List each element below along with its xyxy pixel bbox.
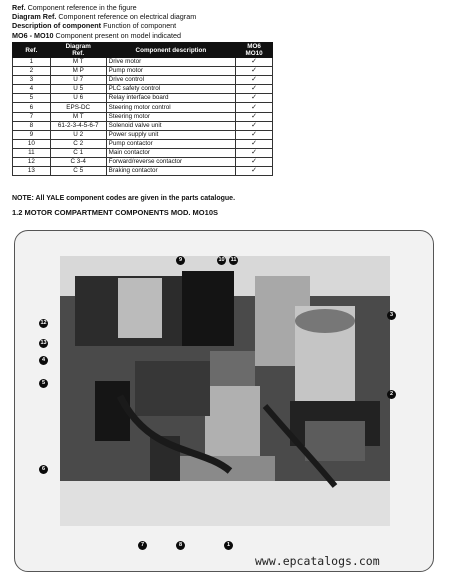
legend-diagram-ref: Diagram Ref. Component reference on electrical diagram [12, 12, 197, 22]
row-ref: 4 [13, 85, 51, 94]
callout-6: 6 [39, 465, 48, 474]
callout-5: 5 [39, 379, 48, 388]
callout-12: 12 [40, 320, 47, 326]
row-model-check: ✓ [236, 76, 273, 85]
callout-7: 7 [138, 541, 147, 550]
header-models: MO6 MO10 [236, 43, 273, 58]
row-description: PLC safety control [106, 85, 236, 94]
callout-10: 10 [218, 257, 225, 263]
row-ref: 1 [13, 58, 51, 67]
row-ref: 10 [13, 139, 51, 148]
row-model-check: ✓ [236, 103, 273, 112]
callout-11: 11 [230, 257, 237, 263]
table-row [13, 130, 273, 139]
row-model-check: ✓ [236, 112, 273, 121]
row-ref: 6 [13, 103, 51, 112]
row-description: Main contactor [106, 148, 236, 157]
table-row [13, 103, 273, 112]
row-description: Pump motor [106, 67, 236, 76]
row-diagram-ref: EPS-DC [50, 103, 106, 112]
callout-3: 3 [387, 311, 396, 320]
row-description: Drive control [106, 76, 236, 85]
table-row [13, 112, 273, 121]
row-ref: 7 [13, 112, 51, 121]
table-row [13, 76, 273, 85]
header-description: Component description [106, 43, 236, 58]
row-description: Drive motor [106, 58, 236, 67]
row-ref: 2 [13, 67, 51, 76]
row-diagram-ref: C 1 [50, 148, 106, 157]
row-ref: 8 [13, 121, 51, 130]
row-diagram-ref: C 2 [50, 139, 106, 148]
row-model-check: ✓ [236, 67, 273, 76]
watermark: www.epcatalogs.com [255, 554, 380, 568]
row-ref: 5 [13, 94, 51, 103]
legend-models: MO6 - MO10 Component present on model indicated [12, 30, 182, 40]
legend [12, 3, 196, 40]
callout-8: 8 [176, 541, 185, 550]
table-row [13, 158, 273, 167]
row-diagram-ref: M T [50, 58, 106, 67]
callout-9: 9 [176, 256, 185, 265]
row-diagram-ref: U 7 [50, 76, 106, 85]
table-row [13, 85, 273, 94]
legend-description: Description of component Function of component [12, 21, 177, 31]
row-model-check: ✓ [236, 94, 273, 103]
row-ref: 11 [13, 148, 51, 157]
table-row [13, 94, 273, 103]
row-description: Steering motor [106, 112, 236, 121]
table-row [13, 167, 273, 176]
row-description: Solenoid valve unit [106, 121, 236, 130]
row-ref: 3 [13, 76, 51, 85]
row-description: Steering motor control [106, 103, 236, 112]
row-model-check: ✓ [236, 58, 273, 67]
row-model-check: ✓ [236, 148, 273, 157]
row-diagram-ref: C 3-4 [50, 158, 106, 167]
row-model-check: ✓ [236, 167, 273, 176]
table-row [13, 67, 273, 76]
callout-4: 4 [39, 356, 48, 365]
note: NOTE: All YALE component codes are given in the parts catalogue. [12, 195, 236, 202]
row-diagram-ref: U 2 [50, 130, 106, 139]
header-diagram-ref: Diagram Ref. [50, 43, 106, 58]
row-ref: 9 [13, 130, 51, 139]
row-diagram-ref: U 6 [50, 94, 106, 103]
table-row [13, 139, 273, 148]
table-row [13, 148, 273, 157]
motor-compartment-photo [60, 256, 390, 526]
row-model-check: ✓ [236, 121, 273, 130]
row-diagram-ref: C 5 [50, 167, 106, 176]
row-description: Braking contactor [106, 167, 236, 176]
callout-13: 13 [40, 340, 47, 346]
row-model-check: ✓ [236, 158, 273, 167]
row-diagram-ref: M P [50, 67, 106, 76]
callout-1: 1 [224, 541, 233, 550]
row-model-check: ✓ [236, 139, 273, 148]
table-row [13, 58, 273, 67]
row-model-check: ✓ [236, 85, 273, 94]
photo-frame [14, 230, 434, 572]
header-ref: Ref. [13, 43, 51, 58]
row-diagram-ref: M T [50, 112, 106, 121]
row-description: Pump contactor [106, 139, 236, 148]
row-diagram-ref: U 5 [50, 85, 106, 94]
table-row [13, 121, 273, 130]
row-diagram-ref: 61-2-3-4-5-6-7 [50, 121, 106, 130]
section-title: 1.2 MOTOR COMPARTMENT COMPONENTS MOD. MO10S [12, 208, 218, 217]
row-ref: 13 [13, 167, 51, 176]
row-model-check: ✓ [236, 130, 273, 139]
row-ref: 12 [13, 158, 51, 167]
component-table [12, 42, 273, 176]
row-description: Forward/reverse contactor [106, 158, 236, 167]
row-description: Relay interface board [106, 94, 236, 103]
callout-2: 2 [387, 390, 396, 399]
legend-ref: Ref. Component reference in the figure [12, 3, 137, 12]
row-description: Power supply unit [106, 130, 236, 139]
